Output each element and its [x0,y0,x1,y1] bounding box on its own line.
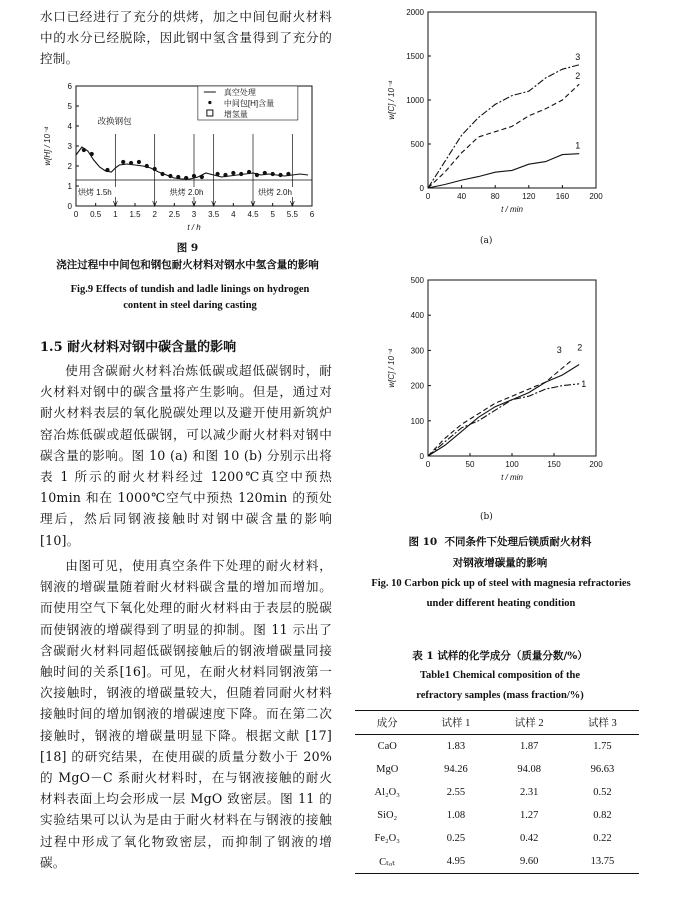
x-tick-label: 1.5 [129,210,141,219]
legend-label: 中间包[H]含量 [223,99,275,108]
table-cell: 0.22 [593,833,612,844]
data-point [286,172,290,176]
series-label: 1 [575,140,581,151]
table-header-cell: 试样 1 [441,718,471,729]
series-line-1 [428,154,579,188]
data-point [145,164,149,168]
table-cell: SiO₂ [377,810,398,821]
series-line-2 [428,365,579,457]
table-cell: Fe₂O₃ [374,833,400,844]
x-tick-label: 4.5 [247,210,259,219]
table-header-row [355,711,639,735]
table-row [355,735,639,759]
x-axis-label: t / min [501,473,523,482]
data-point [137,160,141,164]
data-point [271,172,275,176]
x-tick-label: 6 [309,210,315,219]
data-point [90,152,94,156]
data-point [216,172,220,176]
x-tick-label: 5 [270,210,275,219]
paragraph-2: 由图可见，使用真空条件下处理的耐火材料，钢液的增碳量随着耐火材料碳含量的增加而增加。而使用空气下氧化处理的耐火材料由于表层的脱碳而使钢液的增碳得到了明显的抑制。图 11 示出了含碳耐火材料同超低碳钢接触后的钢液增碳量同接触时间的关系[16]。可见，在耐火材料同钢液第一次接触时，钢液的增碳量较大，但随着同耐火材料接触时间的增加钢液的增碳速度下降。而在第二次接触时，钢液的增碳量明显下降。根据文献 [17] [18] 的研究结果，在使用碳的质量分数小于 20%的 MgO－C 系耐火材料时，在与钢液接触的耐火材料表面上均会形成一层 MgO 致密层。图 11 的实验结果可以认为是由于耐火材料在与钢液的接触过程中形成了氧化物致密层，而抑制了钢液的增碳。 [40,558,332,870]
y-tick-label: 200 [410,381,424,391]
section-heading: 1.5 耐火材料对钢中碳含量的影响 [40,340,237,355]
fig9-caption-cn [40,240,335,275]
series-label: 3 [556,344,562,355]
series-label: 2 [575,71,581,82]
fig10-caption-num: 图 10 [408,536,438,548]
table-cell: 94.26 [444,764,468,775]
x-tick-label: 200 [589,460,603,469]
data-point [184,176,188,180]
table-row [355,827,639,850]
x-tick-label: 160 [555,192,570,201]
fig9-chart [40,80,335,240]
table-cell: 1.08 [446,810,466,821]
table1-title-en-1: Table1 Chemical composition of the [419,670,581,681]
table-cell: Al₂O₃ [374,787,400,798]
table-cell: 9.60 [519,856,539,867]
x-tick-label: 0.5 [90,210,102,219]
y-tick-label: 5 [67,102,72,111]
y-tick-label: 3 [67,142,72,151]
table-cell: 13.75 [590,856,615,867]
paragraph-1: 使用含碳耐火材料冶炼低碳或超低碳钢时，耐火材料对钢中的碳含量将产生影响。但是，通过对耐火材料表层的氧化脱碳处理以及避开使用新筑炉窑冶炼低碳或超低碳钢，可以减少耐火材料对钢中碳含量的影响。图 10 (a) 和图 10 (b) 分别示出将表 1 所示的耐火材料经过 1200℃真空中预热 10min 和在 1000℃空气中预热 120min 的预处理后，然后同钢液接触时对钢中碳含量的影响[10]。 [40,363,332,548]
data-point [223,173,227,177]
data-point [168,174,172,178]
fig10a-chart [372,4,612,224]
x-axis-label: t / h [187,223,201,232]
x-axis-label: t / min [501,205,523,214]
table-header-cell: 试样 3 [587,718,617,729]
table-cell: 0.52 [593,787,612,798]
series-line-1 [428,384,579,456]
fig9-caption-num: 图 9 [176,242,199,254]
fig9-caption-en: Fig.9 Effects of tundish and ladle linings on hydrogen content in steel daring casting [70,284,310,311]
data-point [160,172,164,176]
y-tick-label: 0 [419,452,424,461]
fig10b-chart [372,272,612,492]
y-tick-label: 300 [410,346,424,356]
series-label: 1 [581,378,587,389]
table-row [355,758,639,781]
x-tick-label: 100 [505,460,519,469]
table-row [355,850,639,874]
x-tick-label: 150 [547,460,561,469]
y-tick-label: 500 [410,140,424,149]
series-line-3 [428,65,579,188]
x-tick-label: 2 [152,210,157,219]
fig10-caption-en-1: Fig. 10 Carbon pick up of steel with magnesia refractories [371,578,631,589]
fig10b-panel-label: (b) [480,512,493,522]
fig10-caption-en [346,574,656,614]
annotation-bake-3: 烘烤 2.0h [258,188,292,197]
x-tick-label: 120 [522,192,536,201]
x-tick-label: 0 [73,210,79,219]
table-cell: 2.55 [446,787,466,798]
series-label: 2 [577,342,583,353]
y-tick-label: 1 [67,182,72,191]
table1-title-en-2: refractory samples (mass fraction/%) [416,690,584,701]
y-axis-label: w[C] / 10⁻⁴ [387,80,396,120]
x-tick-label: 40 [457,192,467,201]
table-cell: MgO [376,764,399,775]
annotation-ladle-change: 改换钢包 [97,116,132,126]
table-cell: Cₜₒₜ [379,856,396,868]
data-point [239,172,243,176]
data-point [121,160,125,164]
table-cell: 96.63 [590,764,615,775]
y-axis-label: w[C] / 10⁻⁴ [387,348,396,388]
series-label: 3 [575,51,581,62]
y-tick-label: 400 [410,311,424,321]
y-tick-label: 1000 [406,96,424,105]
data-point [255,173,259,177]
table1 [355,710,639,874]
x-tick-label: 200 [589,192,603,201]
fig10-caption-cn-1: 不同条件下处理后镁质耐火材料 [444,536,592,548]
y-tick-label: 100 [410,416,424,426]
table-cell: CaO [377,741,397,752]
plot-frame [428,12,596,188]
x-tick-label: 3 [191,210,197,219]
y-axis-label: w[H] / 10⁻⁴ [43,126,52,166]
annotation-bake-1: 烘烤 1.5h [77,188,112,197]
table-header-cell: 成分 [376,718,398,729]
y-tick-label: 1500 [406,52,424,61]
intro-paragraph: 水口已经进行了充分的烘烤，加之中间包耐火材料中的水分已经脱除，因此钢中氢含量得到了充分的控制。 [40,9,332,67]
annotation-bake-2: 烘烤 2.0h [169,188,204,197]
legend-label: 增氢量 [223,110,248,119]
table-header-cell: 试样 2 [514,718,544,729]
fig10a-panel-label: (a) [480,236,493,246]
table-cell: 0.42 [519,833,539,844]
y-tick-label: 2000 [406,8,424,17]
y-tick-label: 2 [67,162,72,171]
x-tick-label: 3.5 [208,210,220,219]
data-point [200,175,204,179]
table-cell: 1.87 [519,741,539,752]
y-tick-label: 0 [419,184,424,193]
x-tick-label: 2.5 [168,210,180,219]
table1-title [350,646,650,706]
data-point [247,170,251,174]
legend-dot-symbol [208,101,211,104]
fig9-caption-cn-text: 浇注过程中中间包和钢包耐火材料对钢水中氢含量的影响 [56,259,319,271]
table-cell: 4.95 [446,856,466,867]
table-cell: 1.75 [593,741,612,752]
y-tick-label: 4 [67,122,72,131]
data-point [192,174,196,178]
data-point [105,168,109,172]
x-tick-label: 0 [425,460,431,469]
data-point [153,167,157,171]
data-point [231,171,235,175]
fig10-caption-en-2: under different heating condition [426,598,576,609]
x-tick-label: 0 [425,192,431,201]
table1-title-cn: 表 1 试样的化学成分（质量分数/%） [412,650,588,662]
x-tick-label: 50 [465,460,475,469]
data-point [278,173,282,177]
table-cell: 2.31 [519,787,539,798]
fig10-caption-cn [350,532,650,574]
x-tick-label: 80 [490,192,500,201]
fig10-caption-cn-2: 对钢液增碳量的影响 [452,557,548,569]
table-cell: 0.82 [593,810,612,821]
table-row [355,804,639,827]
table-cell: 0.25 [446,833,466,844]
table-cell: 1.27 [519,810,539,821]
y-tick-label: 500 [410,276,424,285]
table-row [355,781,639,804]
table-cell: 94.08 [517,764,541,775]
data-point [129,161,133,165]
data-point [82,148,86,152]
x-tick-label: 4 [231,210,236,219]
data-point [263,171,267,175]
data-point [176,175,180,179]
x-tick-label: 1 [113,210,118,219]
legend-label: 真空处理 [223,88,256,97]
y-tick-label: 0 [67,202,72,211]
plot-frame [428,280,596,456]
table-cell: 1.83 [446,741,466,752]
y-tick-label: 6 [67,82,72,91]
x-tick-label: 5.5 [286,210,298,219]
